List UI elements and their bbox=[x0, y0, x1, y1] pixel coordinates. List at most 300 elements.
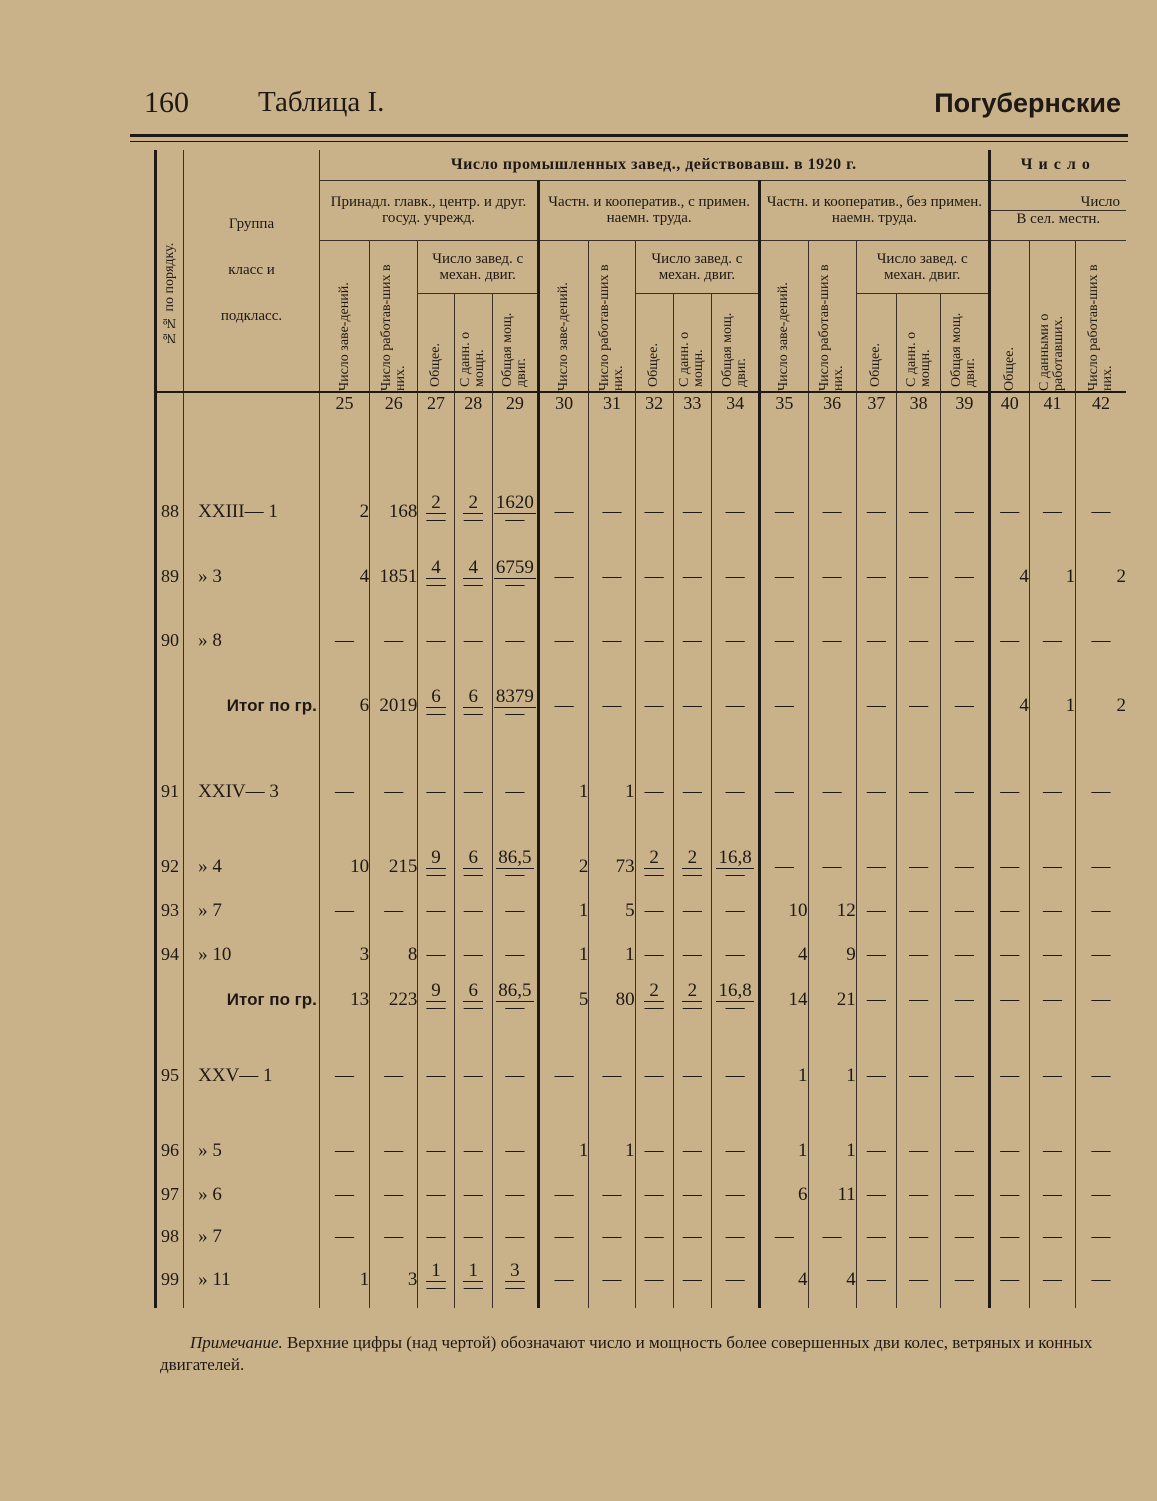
spacer-cell bbox=[454, 1303, 492, 1309]
row-value: — bbox=[370, 889, 418, 933]
column-number: 40 bbox=[989, 392, 1029, 423]
row-value: — bbox=[989, 1257, 1029, 1303]
row-value: — bbox=[492, 609, 538, 673]
row-value: — bbox=[454, 739, 492, 845]
header-rule bbox=[130, 134, 1128, 137]
row-value: — bbox=[711, 1173, 759, 1217]
upper-value: 4 bbox=[463, 558, 483, 579]
row-value: 80 bbox=[589, 977, 635, 1023]
row-value: — bbox=[856, 1173, 896, 1217]
row-value: 4 bbox=[319, 545, 369, 609]
header-with-power-3: С данн. о мощн. bbox=[896, 293, 940, 391]
row-value: — bbox=[808, 1217, 856, 1257]
lower-dash: — bbox=[426, 573, 446, 595]
row-value: — bbox=[635, 1173, 673, 1217]
row-value: — bbox=[635, 545, 673, 609]
row-value: — bbox=[1076, 1217, 1126, 1257]
row-value: — bbox=[370, 1023, 418, 1129]
column-number: 41 bbox=[1029, 392, 1075, 423]
row-value: — bbox=[856, 845, 896, 889]
row-value: — bbox=[941, 479, 989, 545]
upper-value: 8379 bbox=[495, 685, 534, 707]
row-value: — bbox=[760, 479, 808, 545]
row-value: — bbox=[454, 1023, 492, 1129]
upper-value: 1 bbox=[463, 1261, 483, 1282]
table-title: Таблица I. bbox=[258, 86, 385, 118]
row-group: » 11 bbox=[184, 1257, 320, 1303]
row-value: — bbox=[941, 977, 989, 1023]
lower-dash: — bbox=[644, 863, 664, 885]
row-value: — bbox=[1029, 1173, 1075, 1217]
row-value: — bbox=[418, 1129, 454, 1173]
spacer-cell bbox=[539, 1303, 589, 1309]
column-number: 35 bbox=[760, 392, 808, 423]
row-value: — bbox=[370, 1129, 418, 1173]
row-value: — bbox=[589, 673, 635, 739]
colnum-blank bbox=[184, 392, 320, 423]
row-value: — bbox=[896, 889, 940, 933]
row-value: — bbox=[760, 673, 808, 739]
row-value: — bbox=[989, 1173, 1029, 1217]
header-rural-workers: Число работав-ших в них. bbox=[1076, 240, 1126, 392]
row-value: 14 bbox=[760, 977, 808, 1023]
row-value: 1 bbox=[589, 1129, 635, 1173]
column-number: 26 bbox=[370, 392, 418, 423]
spacer-cell bbox=[1076, 1303, 1126, 1309]
table-row bbox=[156, 1023, 1127, 1129]
upper-value: 6 bbox=[426, 687, 446, 708]
row-value: — bbox=[1029, 889, 1075, 933]
row-value: — bbox=[941, 739, 989, 845]
row-value: — bbox=[1029, 1217, 1075, 1257]
row-value: — bbox=[539, 1257, 589, 1303]
column-number: 33 bbox=[673, 392, 711, 423]
fraction-value bbox=[463, 556, 483, 595]
spacer-cell bbox=[589, 1303, 635, 1309]
row-value bbox=[492, 479, 538, 545]
spacer-cell bbox=[760, 423, 808, 479]
upper-value: 16,8 bbox=[718, 979, 752, 1001]
spacer-cell bbox=[635, 1303, 673, 1309]
spacer-cell bbox=[989, 1303, 1029, 1309]
row-value: — bbox=[808, 545, 856, 609]
row-number: 99 bbox=[156, 1257, 184, 1303]
upper-value: 16,8 bbox=[718, 846, 752, 868]
table-row bbox=[156, 845, 1127, 889]
row-value: — bbox=[418, 609, 454, 673]
header-state-institutions: Принадл. главк., центр. и друг. госуд. учрежд. bbox=[319, 180, 538, 240]
row-value: — bbox=[418, 1217, 454, 1257]
row-value: 9 bbox=[808, 933, 856, 977]
row-value: — bbox=[635, 933, 673, 977]
lower-dash: — bbox=[505, 1276, 525, 1298]
row-value: — bbox=[989, 933, 1029, 977]
spacer-cell bbox=[156, 423, 184, 479]
table-row bbox=[156, 545, 1127, 609]
row-value: — bbox=[896, 545, 940, 609]
spacer-cell bbox=[156, 1303, 184, 1309]
header-est-count-3: Число заве-дений. bbox=[760, 240, 808, 392]
row-value: — bbox=[760, 739, 808, 845]
fraction-value bbox=[494, 491, 536, 530]
header-group: Группа класс и подкласс. bbox=[184, 150, 320, 392]
row-group: » 3 bbox=[184, 545, 320, 609]
lower-dash: — bbox=[426, 863, 446, 885]
row-number bbox=[156, 673, 184, 739]
column-number: 27 bbox=[418, 392, 454, 423]
header-mech-1: Число завед. с механ. двиг. bbox=[418, 240, 539, 293]
row-value bbox=[418, 479, 454, 545]
spacer-cell bbox=[896, 1303, 940, 1309]
row-value: — bbox=[941, 1173, 989, 1217]
spacer-cell bbox=[370, 423, 418, 479]
statistics-table bbox=[154, 150, 1126, 1308]
row-value: — bbox=[760, 609, 808, 673]
row-value: — bbox=[539, 1173, 589, 1217]
upper-value: 6759 bbox=[495, 556, 534, 578]
row-value: — bbox=[896, 609, 940, 673]
row-value: — bbox=[760, 545, 808, 609]
row-value: 1 bbox=[539, 889, 589, 933]
row-value: — bbox=[418, 739, 454, 845]
row-value: 1 bbox=[1029, 673, 1075, 739]
row-value: — bbox=[539, 1023, 589, 1129]
row-value: — bbox=[492, 889, 538, 933]
row-value: 1 bbox=[589, 933, 635, 977]
row-value: — bbox=[856, 739, 896, 845]
row-group: » 4 bbox=[184, 845, 320, 889]
row-value: 3 bbox=[370, 1257, 418, 1303]
row-value: — bbox=[896, 1257, 940, 1303]
spacer-cell bbox=[989, 423, 1029, 479]
row-value: — bbox=[1076, 933, 1126, 977]
row-value bbox=[418, 1257, 454, 1303]
header-private-hired: Частн. и кооператив., с примен. наемн. труда. bbox=[539, 180, 760, 240]
lower-dash: — bbox=[463, 508, 483, 530]
row-value: — bbox=[1029, 1129, 1075, 1173]
row-group: Итог по гр. bbox=[184, 977, 320, 1023]
row-value: — bbox=[589, 1257, 635, 1303]
row-value: — bbox=[896, 673, 940, 739]
fraction-value bbox=[426, 685, 446, 724]
row-group: » 7 bbox=[184, 889, 320, 933]
table-row bbox=[156, 1257, 1127, 1303]
spacer-cell bbox=[673, 1303, 711, 1309]
row-value: — bbox=[319, 739, 369, 845]
column-number: 25 bbox=[319, 392, 369, 423]
fraction-value bbox=[426, 846, 446, 885]
row-value: — bbox=[989, 977, 1029, 1023]
row-value: — bbox=[941, 545, 989, 609]
row-value: — bbox=[319, 1023, 369, 1129]
row-value bbox=[454, 673, 492, 739]
row-value: 5 bbox=[589, 889, 635, 933]
filler-row bbox=[156, 1303, 1127, 1309]
row-value: 21 bbox=[808, 977, 856, 1023]
row-value: — bbox=[635, 1129, 673, 1173]
row-value: — bbox=[711, 1023, 759, 1129]
row-value: — bbox=[370, 1217, 418, 1257]
row-value: — bbox=[589, 545, 635, 609]
table-row bbox=[156, 609, 1127, 673]
spacer-cell bbox=[319, 1303, 369, 1309]
upper-value: 6 bbox=[463, 687, 483, 708]
row-value bbox=[418, 977, 454, 1023]
row-value: — bbox=[896, 1129, 940, 1173]
lower-dash: — bbox=[682, 996, 702, 1018]
row-value: — bbox=[539, 673, 589, 739]
header-workers-3: Число работав-ших в них. bbox=[808, 240, 856, 392]
row-group: Итог по гр. bbox=[184, 673, 320, 739]
row-value: — bbox=[711, 1217, 759, 1257]
spacer-cell bbox=[941, 423, 989, 479]
total-row bbox=[156, 977, 1127, 1023]
header-total-2: Общее. bbox=[635, 293, 673, 391]
spacer-cell bbox=[1029, 423, 1075, 479]
row-number: 98 bbox=[156, 1217, 184, 1257]
lower-dash: — bbox=[682, 863, 702, 885]
row-value: 1 bbox=[539, 933, 589, 977]
column-number: 36 bbox=[808, 392, 856, 423]
lower-dash: — bbox=[505, 996, 525, 1018]
header-private-no-hired: Частн. и кооператив., без примен. наемн. труда. bbox=[760, 180, 989, 240]
spacer-cell bbox=[711, 423, 759, 479]
spacer-cell bbox=[492, 1303, 538, 1309]
lower-dash: — bbox=[463, 996, 483, 1018]
row-value: — bbox=[418, 1173, 454, 1217]
lower-dash: — bbox=[426, 702, 446, 724]
upper-value: 1 bbox=[426, 1261, 446, 1282]
row-value: — bbox=[989, 1129, 1029, 1173]
row-value: — bbox=[941, 1257, 989, 1303]
fraction-value bbox=[463, 685, 483, 724]
spacer-cell bbox=[808, 423, 856, 479]
spacer-cell bbox=[184, 1303, 320, 1309]
table-row bbox=[156, 1173, 1127, 1217]
row-value: — bbox=[492, 1023, 538, 1129]
spacer-cell bbox=[856, 1303, 896, 1309]
row-group: XXV— 1 bbox=[184, 1023, 320, 1129]
column-number: 30 bbox=[539, 392, 589, 423]
row-value: — bbox=[370, 609, 418, 673]
fraction-value bbox=[644, 979, 664, 1018]
row-value bbox=[492, 845, 538, 889]
row-value: — bbox=[589, 479, 635, 545]
row-value: — bbox=[896, 977, 940, 1023]
lower-dash: — bbox=[426, 996, 446, 1018]
header-with-power-2: С данн. о мощн. bbox=[673, 293, 711, 391]
table-row bbox=[156, 889, 1127, 933]
table-row bbox=[156, 1129, 1127, 1173]
row-value: 4 bbox=[760, 933, 808, 977]
row-value: — bbox=[1076, 1023, 1126, 1129]
row-value bbox=[454, 479, 492, 545]
row-value: 11 bbox=[808, 1173, 856, 1217]
row-value: — bbox=[492, 1173, 538, 1217]
row-value: — bbox=[1029, 845, 1075, 889]
spacer-row bbox=[156, 423, 1127, 479]
row-value: — bbox=[589, 609, 635, 673]
upper-value: 2 bbox=[463, 493, 483, 514]
row-value: 223 bbox=[370, 977, 418, 1023]
spacer-cell bbox=[539, 423, 589, 479]
row-value: — bbox=[941, 889, 989, 933]
row-value: — bbox=[454, 933, 492, 977]
row-value: 2 bbox=[1076, 673, 1126, 739]
row-value: — bbox=[319, 609, 369, 673]
spacer-cell bbox=[856, 423, 896, 479]
row-value: — bbox=[673, 1217, 711, 1257]
row-value: — bbox=[673, 673, 711, 739]
row-value: — bbox=[1076, 1173, 1126, 1217]
header-rule-thin bbox=[130, 141, 1128, 142]
row-number: 97 bbox=[156, 1173, 184, 1217]
spacer-cell bbox=[941, 1303, 989, 1309]
row-value: — bbox=[856, 545, 896, 609]
row-value: — bbox=[856, 889, 896, 933]
fraction-value bbox=[426, 979, 446, 1018]
row-value: — bbox=[1076, 739, 1126, 845]
row-value: — bbox=[856, 673, 896, 739]
header-with-power-1: С данн. о мощн. bbox=[454, 293, 492, 391]
lower-dash: — bbox=[426, 1276, 446, 1298]
row-value bbox=[454, 1257, 492, 1303]
row-value: 1 bbox=[1029, 545, 1075, 609]
upper-value: 2 bbox=[682, 981, 702, 1002]
fraction-value bbox=[682, 979, 702, 1018]
row-value: — bbox=[896, 739, 940, 845]
header-mech-3: Число завед. с механ. двиг. bbox=[856, 240, 989, 293]
row-value: 2 bbox=[319, 479, 369, 545]
row-value: — bbox=[1029, 739, 1075, 845]
row-value: — bbox=[896, 845, 940, 889]
upper-value: 86,5 bbox=[498, 979, 532, 1001]
page-number: 160 bbox=[144, 86, 189, 119]
row-value: — bbox=[1076, 977, 1126, 1023]
row-value: 1 bbox=[808, 1129, 856, 1173]
row-value: — bbox=[454, 1129, 492, 1173]
lower-dash: — bbox=[463, 573, 483, 595]
row-value: — bbox=[539, 479, 589, 545]
row-value: — bbox=[539, 609, 589, 673]
row-value: — bbox=[760, 845, 808, 889]
upper-value: 2 bbox=[426, 493, 446, 514]
fraction-value bbox=[716, 846, 753, 885]
column-number: 38 bbox=[896, 392, 940, 423]
spacer-cell bbox=[184, 423, 320, 479]
row-value bbox=[418, 845, 454, 889]
row-value: — bbox=[711, 739, 759, 845]
row-value bbox=[635, 977, 673, 1023]
row-value: — bbox=[941, 933, 989, 977]
lower-dash: — bbox=[463, 1276, 483, 1298]
row-value: — bbox=[941, 1129, 989, 1173]
row-group: XXIV— 3 bbox=[184, 739, 320, 845]
row-value: 1 bbox=[589, 739, 635, 845]
row-group: XXIII— 1 bbox=[184, 479, 320, 545]
row-value bbox=[454, 845, 492, 889]
row-value: — bbox=[808, 845, 856, 889]
row-value: — bbox=[896, 933, 940, 977]
row-value: — bbox=[635, 673, 673, 739]
spacer-cell bbox=[492, 423, 538, 479]
lower-dash: — bbox=[505, 508, 525, 530]
row-value: — bbox=[856, 933, 896, 977]
upper-value: 3 bbox=[505, 1261, 525, 1282]
footnote-label: Примечание. bbox=[190, 1333, 283, 1352]
row-value: — bbox=[539, 545, 589, 609]
row-value: — bbox=[856, 1257, 896, 1303]
row-value bbox=[711, 977, 759, 1023]
upper-value: 2 bbox=[644, 981, 664, 1002]
row-value: — bbox=[1076, 479, 1126, 545]
row-value: 4 bbox=[760, 1257, 808, 1303]
column-number: 34 bbox=[711, 392, 759, 423]
row-value: — bbox=[989, 845, 1029, 889]
column-number: 28 bbox=[454, 392, 492, 423]
spacer-cell bbox=[418, 423, 454, 479]
row-value: — bbox=[370, 1173, 418, 1217]
row-value: — bbox=[896, 1023, 940, 1129]
row-value: — bbox=[941, 673, 989, 739]
row-value: — bbox=[319, 1217, 369, 1257]
spacer-cell bbox=[370, 1303, 418, 1309]
fraction-value bbox=[682, 846, 702, 885]
header-row-number: №№ по порядку. bbox=[156, 150, 184, 392]
header-total-3: Общее. bbox=[856, 293, 896, 391]
row-value: — bbox=[492, 1217, 538, 1257]
row-value: — bbox=[673, 889, 711, 933]
row-value: — bbox=[711, 545, 759, 609]
row-value: 168 bbox=[370, 479, 418, 545]
row-value: — bbox=[589, 1173, 635, 1217]
lower-dash: — bbox=[505, 863, 525, 885]
row-value: — bbox=[418, 1023, 454, 1129]
row-value: — bbox=[454, 889, 492, 933]
row-value: — bbox=[673, 1257, 711, 1303]
row-number: 94 bbox=[156, 933, 184, 977]
upper-value: 2 bbox=[682, 848, 702, 869]
fraction-value bbox=[494, 685, 536, 724]
spacer-cell bbox=[896, 423, 940, 479]
fraction-value bbox=[716, 979, 753, 1018]
upper-value: 6 bbox=[463, 848, 483, 869]
lower-dash: — bbox=[426, 508, 446, 530]
table-row bbox=[156, 1217, 1127, 1257]
lower-dash: — bbox=[463, 702, 483, 724]
spacer-cell bbox=[454, 423, 492, 479]
row-value bbox=[492, 673, 538, 739]
row-value: — bbox=[673, 1173, 711, 1217]
row-value: — bbox=[492, 933, 538, 977]
column-number: 32 bbox=[635, 392, 673, 423]
upper-value: 6 bbox=[463, 981, 483, 1002]
row-value: 6 bbox=[760, 1173, 808, 1217]
header-est-count-2: Число заве-дений. bbox=[539, 240, 589, 392]
row-value: — bbox=[370, 739, 418, 845]
row-value: — bbox=[539, 1217, 589, 1257]
row-value: — bbox=[896, 1217, 940, 1257]
spacer-cell bbox=[635, 423, 673, 479]
row-value: 10 bbox=[319, 845, 369, 889]
row-value: — bbox=[896, 1173, 940, 1217]
row-value: — bbox=[896, 479, 940, 545]
row-value bbox=[454, 545, 492, 609]
row-value bbox=[635, 845, 673, 889]
lower-dash: — bbox=[505, 573, 525, 595]
row-value: — bbox=[1076, 1257, 1126, 1303]
row-value: — bbox=[711, 673, 759, 739]
